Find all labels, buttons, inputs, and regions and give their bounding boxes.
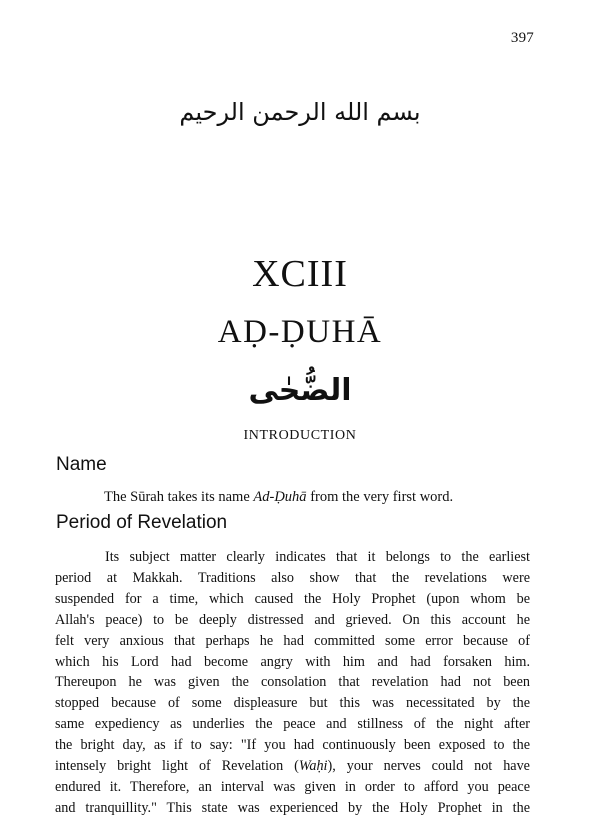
paragraph-line: Allah's peace) to be deeply distressed and grieved. On this account he xyxy=(55,611,530,628)
paragraph-line: the bright day, as if to say: "If you had continuously been exposed to the xyxy=(55,737,530,754)
introduction-label: INTRODUCTION xyxy=(243,428,357,443)
period-heading: Period of Revelation xyxy=(56,512,228,533)
line-text-italic: Waḥi xyxy=(298,758,328,775)
basmala-calligraphy: بسم الله الرحمن الرحيم xyxy=(179,98,421,126)
paragraph-line: and tranquillity." This state was experienced by the Holy Prophet in the xyxy=(55,799,530,816)
surah-number: XCIII xyxy=(252,253,348,295)
paragraph-line: which his Lord had become angry with him and had forsaken him. xyxy=(55,653,530,670)
period-paragraph xyxy=(55,547,530,819)
paragraph-line: same expediency as underlies the peace and stillness of the night after xyxy=(55,716,530,733)
paragraph-line: Thereupon he was given the consolation that revelation had not been xyxy=(55,674,530,691)
name-text-italic: Ad-Ḍuhā xyxy=(253,489,307,505)
page-number: 397 xyxy=(510,30,534,46)
name-heading: Name xyxy=(56,454,107,475)
line-text-after: ), your nerves could not have xyxy=(327,758,530,775)
paragraph-line: suspended for a time, which caused the Holy Prophet (upon whom be xyxy=(55,590,530,607)
paragraph-line-italic xyxy=(55,756,530,777)
name-text-after: from the very first word. xyxy=(306,489,454,505)
surah-title-arabic: الضُّحٰی xyxy=(248,373,352,408)
line-text-before: intensely bright light of Revelation ( xyxy=(55,758,299,775)
paragraph-line: Its subject matter clearly indicates that it belongs to the earliest xyxy=(105,549,530,565)
paragraph-line: endured it. Therefore, an interval was given in order to afford you peace xyxy=(55,778,530,795)
name-text-before: The Sūrah takes its name xyxy=(104,489,254,505)
name-paragraph xyxy=(104,489,453,506)
surah-title: AḌ-ḌUHĀ xyxy=(217,314,383,350)
paragraph-line: felt very anxious that perhaps he had committed some error because of xyxy=(55,632,530,649)
paragraph-line: stopped because of some displeasure but this was necessitated by the xyxy=(55,695,530,712)
paragraph-line: period at Makkah. Traditions also show that the revelations were xyxy=(55,569,530,586)
